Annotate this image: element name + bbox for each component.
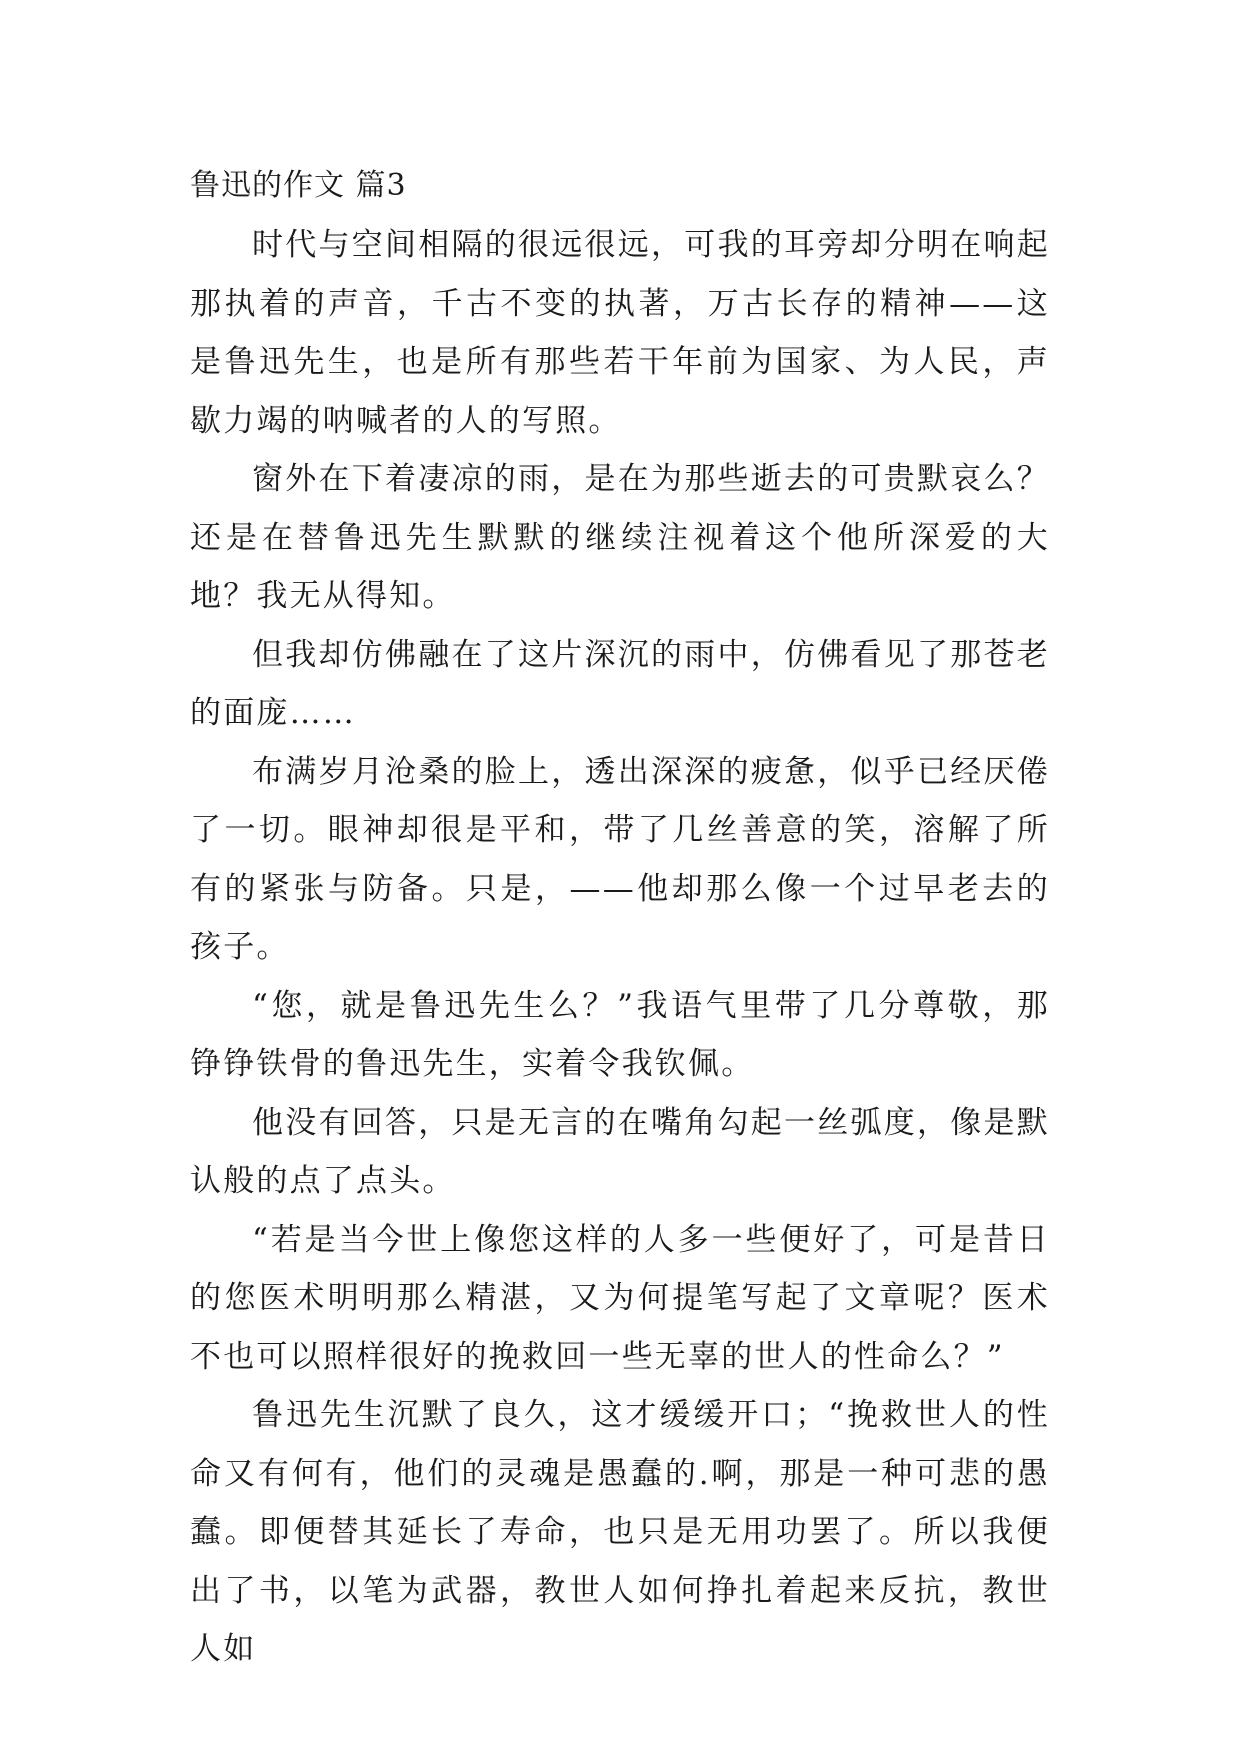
paragraph-7: “若是当今世上像您这样的人多一些便好了，可是昔日的您医术明明那么精湛，又为何提笔写起了文章呢？医术不也可以照样很好的挽救回一些无辜的世人的性命么？” <box>190 1221 1050 1375</box>
document-title: 鲁迅的作文 篇3 <box>190 168 407 203</box>
paragraph-3: 但我却仿佛融在了这片深沉的雨中，仿佛看见了那苍老的面庞…… <box>190 636 1050 731</box>
paragraph-2: 窗外在下着凄凉的雨，是在为那些逝去的可贵默哀么？还是在替鲁迅先生默默的继续注视着这个他所深爱的大地？我无从得知。 <box>190 461 1050 614</box>
paragraph-5: “您，就是鲁迅先生么？”我语气里带了几分尊敬，那铮铮铁骨的鲁迅先生，实着令我钦佩。 <box>190 987 1050 1082</box>
document-body <box>190 160 1050 1679</box>
paragraph-4: 布满岁月沧桑的脸上，透出深深的疲惫，似乎已经厌倦了一切。眼神却很是平和，带了几丝善意的笑，溶解了所有的紧张与防备。只是，——他却那么像一个过早老去的孩子。 <box>190 753 1050 965</box>
paragraph-6: 他没有回答，只是无言的在嘴角勾起一丝弧度，像是默认般的点了点头。 <box>190 1104 1050 1199</box>
paragraph-1: 时代与空间相隔的很远很远，可我的耳旁却分明在响起那执着的声音，千古不变的执著，万古长存的精神——这是鲁迅先生，也是所有那些若干年前为国家、为人民，声歇力竭的呐喊者的人的写照。 <box>190 227 1050 439</box>
paragraph-8: 鲁迅先生沉默了良久，这才缓缓开口；“挽救世人的性命又有何有，他们的灵魂是愚蠢的.啊，那是一种可悲的愚蠢。即便替其延长了寿命，也只是无用功罢了。所以我便出了书，以笔为武器，教世人如何挣扎着起来反抗，教世人如 <box>190 1397 1050 1667</box>
